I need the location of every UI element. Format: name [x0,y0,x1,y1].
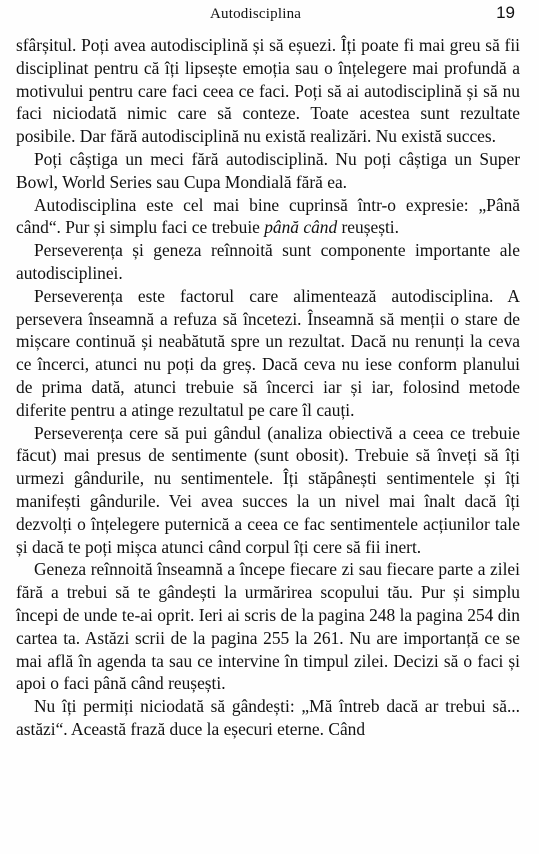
paragraph-perseverance: Perseverența este factorul care alimentează autodisciplina. A persevera înseamnă a refuza să încetezi. Înseamnă să menții o stare de mișcare continuă și neabătută spre un rezultat. Dacă nu renunți la ceva ce încerci, atunci nu poți da greș. Dacă ceva nu iese conform planului de prima dată, atunci trebuie să încerci iar și iar, folosind metode diferite pentru a atinge rezultatul pe care îl cauți. [16,285,520,420]
paragraph-pana-cand [16,194,520,240]
running-title: Autodisciplina [210,6,302,22]
paragraph-thought-over-feeling: Perseverența cere să pui gândul (analiza obiectivă a ceea ce trebuie făcut) mai presus de sentimente (sunt obosit). Trebuie să înveți să îți urmezi gândurile, nu sentimentele. Îți stăpânești sentimentele și îți manifești gândurile. Vei avea succes la un nivel mai înalt dacă îți dezvolți o înțelegere puternică a ceea ce fac sentimentele acțiunilor tale și dacă te poți mișca atunci când corpul îți cere să fii inert. [16,422,520,557]
body-text [16,34,520,741]
paragraph-never-wonder: Nu îți permiți niciodată să gândești: „Mă întreb dacă ar trebui să... astăzi“. Această frază duce la eșecuri eterne. Când [16,696,520,739]
paragraph-renewed-genesis: Geneza reînnoită înseamnă a începe fiecare zi sau fiecare parte a zilei fără a trebui să te gândești la urmărirea scopului tău. Pur și simplu începi de unde te-ai oprit. Ieri ai scris de la pagina 248 la pagina 254 din cartea ta. Astăzi scrii de la pagina 255 la 261. Nu are importanță ce se mai află în agenda ta sau ce intervine în timpul zilei. Decizi să o faci și apoi o faci până când reușești. [16,559,520,694]
emphasis-pana-cand: până când [264,217,338,238]
page-number: 19 [496,3,515,22]
paragraph-components: Perseverența și geneza reînnoită sunt componente importante ale autodisciplinei. [16,240,520,283]
paragraph-super-bowl: Poți câștiga un meci fără autodisciplină. Nu poți câștiga un Super Bowl, World Series sau Cupa Mondială fără ea. [16,148,520,192]
paragraph-pana-cand-text: Autodisciplina este cel mai bine cuprinsă într-o expresie: „Până când“. Pur și simplu faci ce trebuie [16,194,520,238]
paragraph-continuation: sfârșitul. Poți avea autodisciplină și să eșuezi. Îți poate fi mai greu să fii disciplinat pentru că îți lipsește emoția sau o înțelegere mai profundă a motivului pentru care faci ceea ce faci. Poți să ai autodisciplină și să nu faci niciodată nimic care să conteze. Toate acestea sunt rezultate posibile. Dar fără autodisciplină nu există realizări. Nu există succes. [16,35,520,147]
paragraph-pana-cand-end: reușești. [337,217,399,238]
